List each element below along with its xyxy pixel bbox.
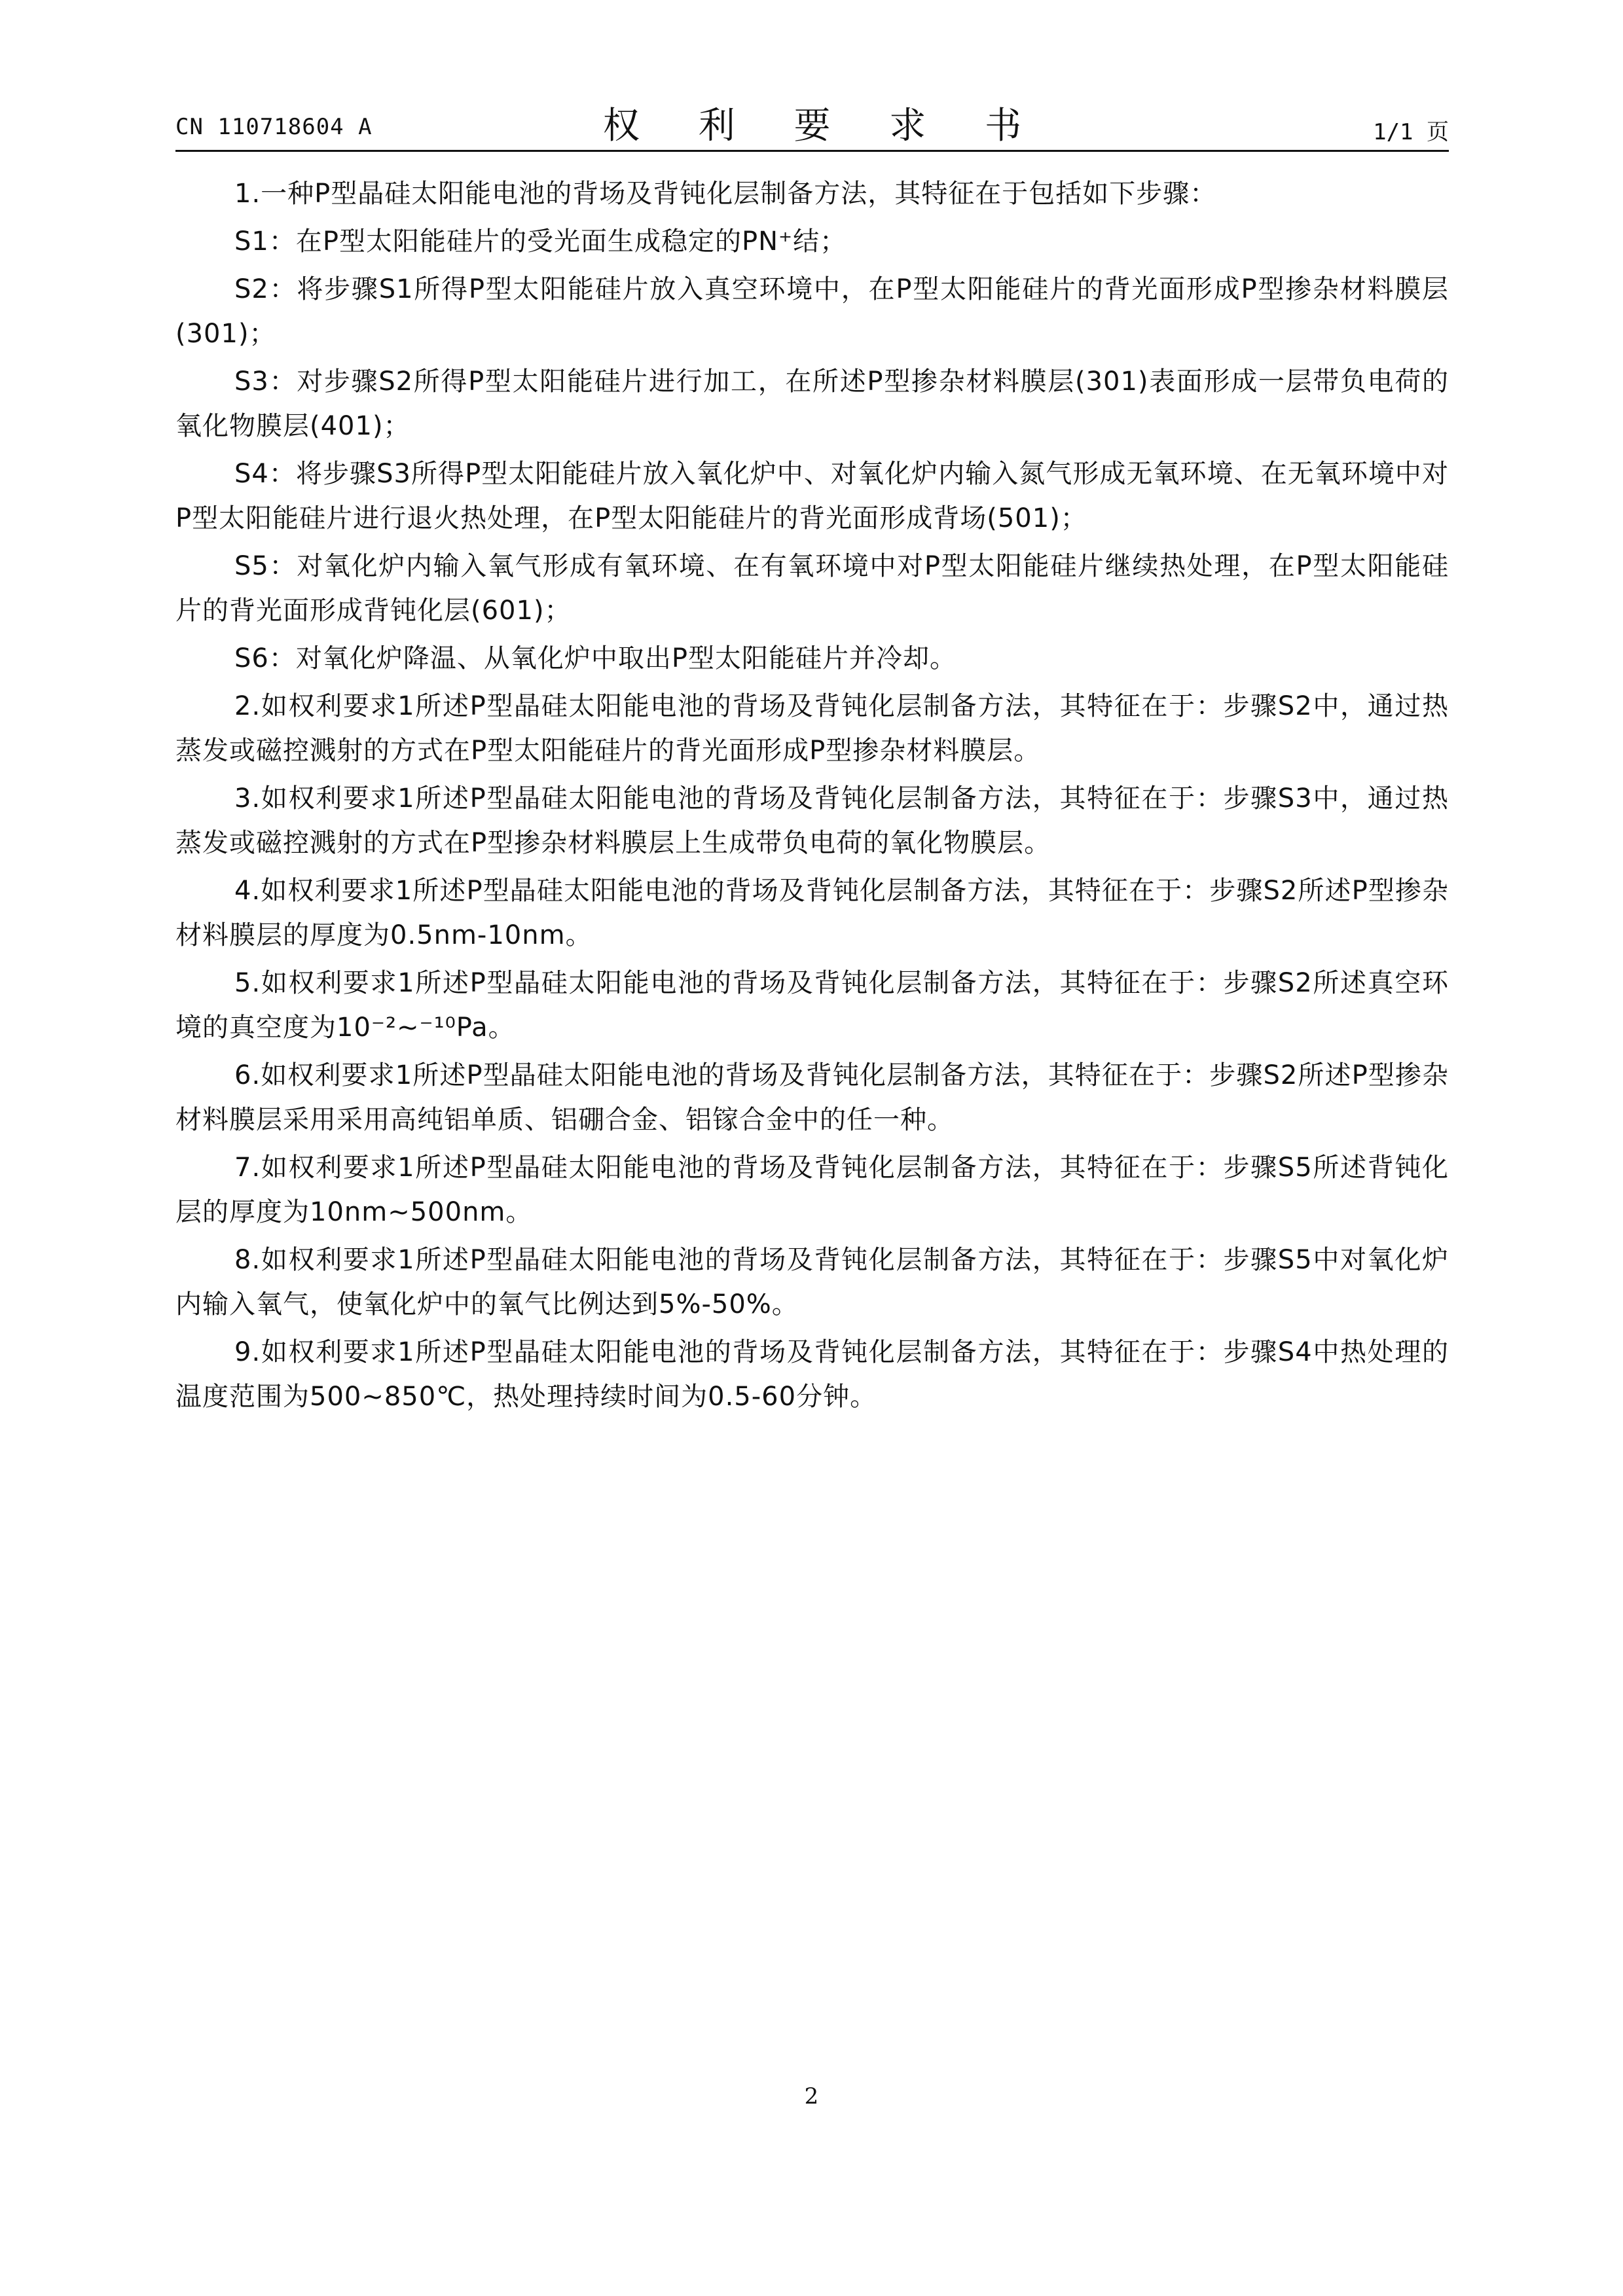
claim-3: 3.如权利要求1所述P型晶硅太阳能电池的背场及背钝化层制备方法，其特征在于：步骤S3中，通过热蒸发或磁控溅射的方式在P型掺杂材料膜层上生成带负电荷的氧化物膜层。 (175, 783, 1449, 858)
claim-1-step-s4: S4：将步骤S3所得P型太阳能硅片放入氧化炉中、对氧化炉内输入氮气形成无氧环境、在无氧环境中对P型太阳能硅片进行退火热处理，在P型太阳能硅片的背光面形成背场(501)； (175, 459, 1449, 533)
page-header (175, 97, 1449, 149)
header-divider (175, 150, 1449, 152)
claim-1-intro: 1.一种P型晶硅太阳能电池的背场及背钝化层制备方法，其特征在于包括如下步骤： (234, 179, 1217, 209)
page-of-indicator: 1/1 页 (1373, 119, 1449, 145)
claim-6: 6.如权利要求1所述P型晶硅太阳能电池的背场及背钝化层制备方法，其特征在于：步骤S2所述P型掺杂材料膜层采用采用高纯铝单质、铝硼合金、铝镓合金中的任一种。 (175, 1060, 1449, 1135)
claims-body (175, 171, 1449, 1422)
claim-1-step-s5: S5：对氧化炉内输入氧气形成有氧环境、在有氧环境中对P型太阳能硅片继续热处理，在P型太阳能硅片的背光面形成背钝化层(601)； (175, 551, 1449, 626)
claim-8: 8.如权利要求1所述P型晶硅太阳能电池的背场及背钝化层制备方法，其特征在于：步骤S5中对氧化炉内输入氧气，使氧化炉中的氧气比例达到5%-50%。 (175, 1245, 1449, 1319)
claim-4: 4.如权利要求1所述P型晶硅太阳能电池的背场及背钝化层制备方法，其特征在于：步骤S2所述P型掺杂材料膜层的厚度为0.5nm-10nm。 (175, 876, 1449, 950)
patent-number: CN 110718604 A (175, 114, 373, 140)
claim-2: 2.如权利要求1所述P型晶硅太阳能电池的背场及背钝化层制备方法，其特征在于：步骤S2中，通过热蒸发或磁控溅射的方式在P型太阳能硅片的背光面形成P型掺杂材料膜层。 (175, 691, 1449, 766)
claim-9: 9.如权利要求1所述P型晶硅太阳能电池的背场及背钝化层制备方法，其特征在于：步骤S4中热处理的温度范围为500~850℃，热处理持续时间为0.5-60分钟。 (175, 1337, 1449, 1412)
claim-1-step-s2: S2：将步骤S1所得P型太阳能硅片放入真空环境中，在P型太阳能硅片的背光面形成P型掺杂材料膜层(301)； (175, 274, 1449, 349)
document-title: 权 利 要 求 书 (602, 105, 1046, 147)
claim-1-step-s3: S3：对步骤S2所得P型太阳能硅片进行加工，在所述P型掺杂材料膜层(301)表面形成一层带负电荷的氧化物膜层(401)； (175, 367, 1449, 441)
claim-1-step-s1: S1：在P型太阳能硅片的受光面生成稳定的PN⁺结； (234, 226, 847, 257)
page-number: 2 (804, 2083, 819, 2109)
claim-1-step-s6: S6：对氧化炉降温、从氧化炉中取出P型太阳能硅片并冷却。 (234, 643, 957, 673)
claim-7: 7.如权利要求1所述P型晶硅太阳能电池的背场及背钝化层制备方法，其特征在于：步骤S5所述背钝化层的厚度为10nm~500nm。 (175, 1153, 1449, 1227)
claim-5: 5.如权利要求1所述P型晶硅太阳能电池的背场及背钝化层制备方法，其特征在于：步骤S2所述真空环境的真空度为10⁻²~⁻¹⁰Pa。 (175, 968, 1449, 1043)
